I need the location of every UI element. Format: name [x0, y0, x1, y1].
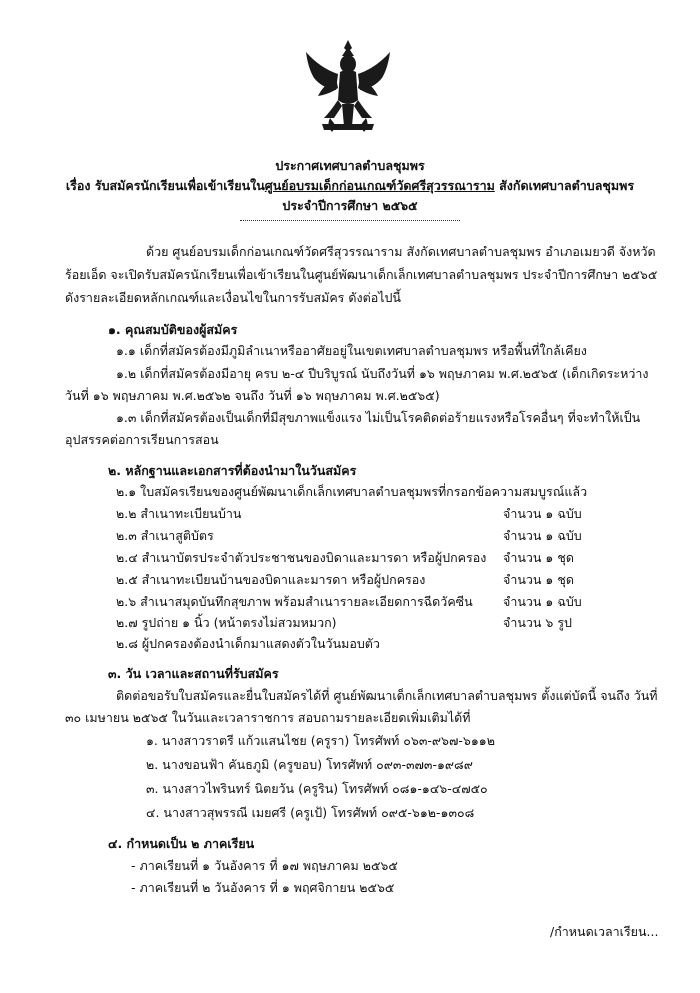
document-item-qty: จำนวน ๖ รูป: [503, 615, 572, 630]
section-1-line: อุปสรรคต่อการเรียนการสอน: [65, 432, 219, 447]
section-1-line: ๑.๓ เด็กที่สมัครต้องเป็นเด็กที่มีสุขภาพแข็งแรง ไม่เป็นโรคติดต่อร้ายแรงหรือโรคอื่นๆ ที่จะทำให้เป็น: [116, 410, 641, 425]
announcement-title: ประกาศเทศบาลตำบลชุมพร: [275, 158, 425, 173]
academic-year: ประจำปีการศึกษา ๒๕๖๕: [282, 198, 418, 213]
contact-item: ๔. นางสาวสุพรรณี เมยศรี (ครูเป้) โทรศัพท์ ๐๙๕-๖๑๒-๑๓๐๘: [146, 805, 475, 820]
semester-line: - ภาคเรียนที่ ๒ วันอังคาร ที่ ๑ พฤศจิกายน ๒๕๖๕: [131, 880, 395, 895]
document-item-label: ๒.๘ ผู้ปกครองต้องนำเด็กมาแสดงตัวในวันมอบตัว: [116, 636, 380, 651]
document-item-qty: จำนวน ๑ ฉบับ: [503, 528, 582, 543]
semester-line: - ภาคเรียนที่ ๑ วันอังคาร ที่ ๑๗ พฤษภาคม ๒๕๖๕: [131, 858, 398, 873]
section-1-line: วันที่ ๑๖ พฤษภาคม พ.ศ.๒๕๖๒ จนถึง วันที่ ๑๖ พฤษภาคม พ.ศ.๒๕๖๕): [65, 388, 440, 403]
garuda-emblem-icon: [302, 38, 394, 136]
intro-line: ร้อยเอ็ด จะเปิดรับสมัครนักเรียนเพื่อเข้าเรียนในศูนย์พัฒนาเด็กเล็กเทศบาลตำบลชุมพร ประจำปีการศึกษา ๒๕๖๕: [65, 267, 658, 282]
contact-item: ๓. นางสาวไพรินทร์ นิตยวัน (ครูริน) โทรศัพท์ ๐๘๑-๑๔๖-๔๗๕๐: [146, 781, 488, 796]
document-item-qty: จำนวน ๑ ชุด: [503, 550, 574, 565]
document-item-label: ๒.๕ สำเนาทะเบียนบ้านของบิดาและมารดา หรือผู้ปกครอง: [116, 572, 426, 587]
contact-item: ๒. นางขอนฟ้า คันธภูมิ (ครูขอบ) โทรศัพท์ ๐๙๓-๓๗๓-๑๙๘๙: [146, 757, 473, 772]
subject-prefix: เรื่อง รับสมัครนักเรียนเพื่อเข้าเรียนใน: [65, 178, 265, 193]
document-item-qty: จำนวน ๑ ฉบับ: [503, 506, 582, 521]
intro-line: ด้วย ศูนย์อบรมเด็กก่อนเกณฑ์วัดศรีสุวรรณาราม สังกัดเทศบาลตำบลชุมพร อำเภอเมยวดี จังหวัด: [146, 244, 656, 259]
section-3-line: ๓๐ เมษายน ๒๕๖๕ ในวันและเวลาราชการ สอบถามรายละเอียดเพิ่มเติมได้ที่: [65, 710, 471, 725]
contact-item: ๑. นางสาวราตรี แก้วแสนไชย (ครูรา) โทรศัพท์ ๐๖๓-๙๖๗-๖๑๑๒: [146, 733, 495, 748]
document-item-label: ๒.๗ รูปถ่าย ๑ นิ้ว (หน้าตรงไม่สวมหมวก): [116, 615, 337, 630]
document-item-qty: จำนวน ๑ ฉบับ: [503, 594, 582, 609]
document-item-label: ๒.๔ สำเนาบัตรประจำตัวประชาชนของบิดาและมารดา หรือผู้ปกครอง: [116, 550, 487, 565]
document-item-label: ๒.๑ ใบสมัครเรียนของศูนย์พัฒนาเด็กเล็กเทศบาลตำบลชุมพรที่กรอกข้อความสมบูรณ์แล้ว: [116, 484, 588, 499]
continued-marker: /กำหนดเวลาเรียน...: [550, 924, 659, 939]
section-3-line: ติดต่อขอรับใบสมัครและยื่นใบสมัครได้ที่ ศูนย์พัฒนาเด็กเล็กเทศบาลตำบลชุมพร ตั้งแต่บัดนี้ จนถึง วันที่: [116, 688, 658, 703]
section-3-title: ๓. วัน เวลาและสถานที่รับสมัคร: [108, 666, 279, 681]
section-1-line: ๑.๒ เด็กที่สมัครต้องมีอายุ ครบ ๒-๔ ปีบริบูรณ์ นับถึงวันที่ ๑๖ พฤษภาคม พ.ศ.๒๕๖๕ (เด็กเกิดระหว่าง: [116, 366, 649, 381]
document-item-qty: จำนวน ๑ ชุด: [503, 572, 574, 587]
subject-line: [0, 178, 700, 194]
intro-line: ดังรายละเอียดหลักเกณฑ์และเงื่อนไขในการรับสมัคร ดังต่อไปนี้: [65, 290, 401, 305]
subject-suffix: สังกัดเทศบาลตำบลชุมพร: [494, 178, 635, 193]
section-2-title: ๒. หลักฐานและเอกสารที่ต้องนำมาในวันสมัคร: [108, 463, 357, 478]
section-1-title: ๑. คุณสมบัติของผู้สมัคร: [108, 322, 238, 337]
subject-center-name: ศูนย์อบรมเด็กก่อนเกณฑ์วัดศรีสุวรรณาราม: [264, 178, 495, 193]
separator-dots: [240, 220, 460, 221]
document-item-label: ๒.๓ สำเนาสูติบัตร: [116, 528, 214, 543]
document-item-label: ๒.๒ สำเนาทะเบียนบ้าน: [116, 506, 242, 521]
section-1-line: ๑.๑ เด็กที่สมัครต้องมีภูมิลำเนาหรืออาศัยอยู่ในเขตเทศบาลตำบลชุมพร หรือพื้นที่ใกล้เคียง: [116, 343, 587, 358]
document-item-label: ๒.๖ สำเนาสมุดบันทึกสุขภาพ พร้อมสำเนารายละเอียดการฉีดวัคซีน: [116, 594, 473, 609]
section-4-title: ๔. กำหนดเป็น ๒ ภาคเรียน: [108, 836, 255, 851]
